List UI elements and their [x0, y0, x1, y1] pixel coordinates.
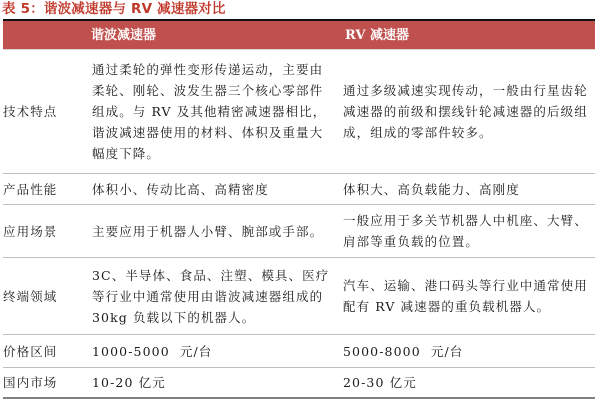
header-harmonic-reducer: 谐波减速器	[91, 28, 157, 43]
harmonic-cell	[92, 50, 330, 173]
row-label-text: 技术特点	[3, 104, 58, 119]
harmonic-cell-text: 通过柔轮的弹性变形传递运动，主要由柔轮、刚轮、波发生器三个核心零部件组成。与 RV 及其他精密减速器相比，谐波减速器使用的材料、体积及重量大幅度下降。	[92, 62, 327, 161]
rv-cell-text: 一般应用于多关节机器人中机座、大臂、肩部等重负载的位置。	[343, 213, 588, 249]
comparison-table	[3, 19, 595, 399]
row-label-text: 应用场景	[3, 223, 58, 239]
row-label	[3, 205, 89, 257]
harmonic-cell-text: 1000-5000 元/台	[92, 343, 213, 359]
row-label-text: 终端领域	[3, 288, 58, 304]
table-row-application	[3, 205, 595, 258]
row-label-text: 价格区间	[3, 343, 58, 359]
row-label	[3, 368, 89, 397]
harmonic-cell	[92, 258, 330, 334]
harmonic-cell-text: 3C、半导体、食品、注塑、模具、医疗等行业中通常使用由谐波减速器组成的 30kg 负载以下的机器人。	[92, 267, 330, 325]
row-label	[3, 335, 89, 367]
rv-cell-text: 通过多级减速实现传动，一般由行星齿轮减速器的前级和摆线针轮减速器的后级组成，组成的零部件较多。	[343, 83, 588, 140]
table-row-performance	[3, 174, 595, 205]
rv-cell	[343, 258, 595, 334]
row-label	[3, 258, 89, 334]
rv-cell-text: 20-30 亿元	[343, 375, 417, 390]
table-caption: 表 5：谐波减速器与 RV 减速器对比	[2, 1, 226, 17]
table-row-end-markets	[3, 258, 595, 335]
row-label-text: 产品性能	[3, 181, 58, 197]
table-row-price-range	[3, 335, 595, 368]
row-label-text: 国内市场	[3, 375, 58, 390]
harmonic-cell	[92, 335, 330, 367]
table-row-tech-features	[3, 50, 595, 174]
rv-cell	[343, 205, 595, 257]
rv-cell	[343, 174, 595, 204]
header-rv-reducer: RV 减速器	[345, 28, 409, 43]
harmonic-cell-text: 体积小、传动比高、高精密度	[92, 181, 269, 197]
row-label	[3, 50, 89, 173]
harmonic-cell-text: 10-20 亿元	[92, 375, 166, 390]
rv-cell	[343, 368, 595, 397]
table-row-domestic-market	[3, 368, 595, 399]
rv-cell	[343, 50, 595, 173]
harmonic-cell-text: 主要应用于机器人小臂、腕部或手部。	[92, 223, 324, 239]
row-label	[3, 174, 89, 204]
rv-cell-text: 汽车、运输、港口码头等行业中通常使用配有 RV 减速器的重负载机器人。	[343, 278, 588, 314]
harmonic-cell	[92, 368, 330, 397]
rv-cell-text: 5000-8000 元/台	[343, 343, 464, 359]
harmonic-cell	[92, 174, 330, 204]
table-header-row	[3, 19, 595, 50]
rv-cell	[343, 335, 595, 367]
rv-cell-text: 体积大、高负载能力、高刚度	[343, 181, 520, 197]
harmonic-cell	[92, 205, 330, 257]
